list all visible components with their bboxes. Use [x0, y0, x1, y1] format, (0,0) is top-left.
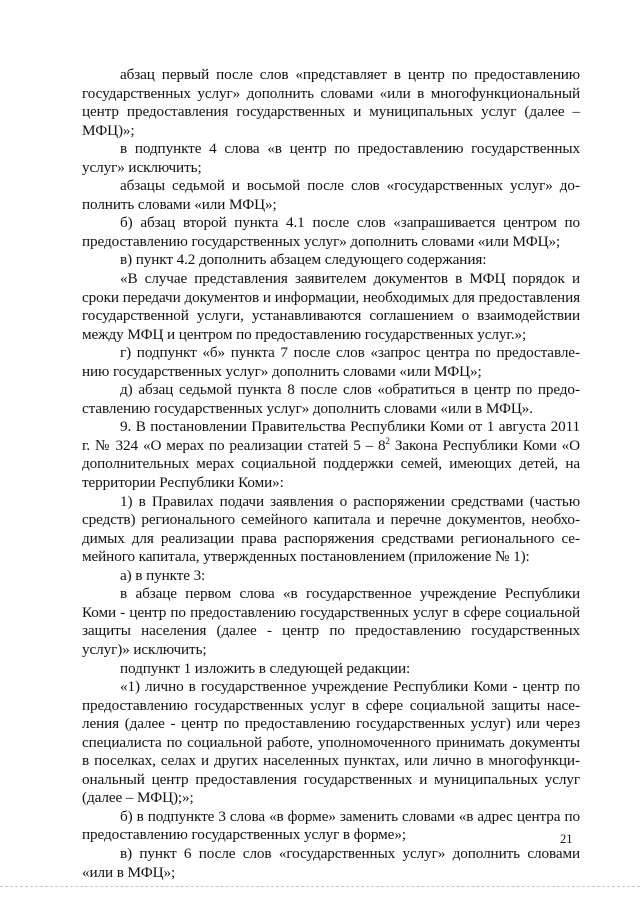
paragraph-11: а) в пункте 3: — [120, 566, 206, 584]
paragraph-13: подпункт 1 изложить в следующей редакции: — [120, 659, 411, 677]
paragraph-15: б) в подпункте 3 слова «в форме» заменить словами «в адрес центра по предоставлению государственных услуг в форме»; — [82, 807, 580, 844]
paragraph-12: в абзаце первом слова «в государственное учреждение Республики Коми - центр по предоставлению государственных услуг в сфере социальной защиты населения (далее - центр по предоставлению государственных услуг)» исключить; — [82, 585, 580, 658]
paragraph-1: абзац первый после слов «представляет в центр по предоставлению государственных услуг» дополнить словами «или в многофункциональный центр предоставления государственных и муниципальных услуг (далее – МФЦ)»; — [82, 66, 580, 139]
paragraph-5: в) пункт 4.2 дополнить абзацем следующего содержания: — [120, 251, 487, 269]
paragraph-14: «1) лично в государственное учреждение Республики Коми - центр по предоставлению государственных услуг в сфере социальной защиты населения (далее - центр по предоставлению государственных услуг) или через специалиста по социальной работе, уполномоченного принимать документы в поселках, селах и других населенных пунктах, или лично в многофункциональный центр предоставления государственных и муниципальных услуг (далее – МФЦ);»; — [82, 678, 580, 807]
paragraph-9-head: 9. В постановлении Правительства Республики Коми от 1 августа 2011 г. № 324 «О мерах по реализации статей 5 – 8 — [82, 418, 580, 454]
paragraph-3: абзацы седьмой и восьмой после слов «государственных услуг» дополнить словами «или МФЦ»; — [82, 177, 580, 213]
paragraph-8: д) абзац седьмой пункта 8 после слов «обратиться в центр по предоставлению государственных услуг» дополнить словами «или в МФЦ». — [82, 381, 580, 417]
paragraph-4: б) абзац второй пункта 4.1 после слов «запрашивается центром по предоставлению государственных услуг» дополнить словами «или МФЦ»; — [82, 214, 580, 250]
paragraph-9-superscript: 2 — [385, 435, 390, 446]
paragraph-2: в подпункте 4 слова «в центр по предоставлению государственных услуг» исключить; — [82, 140, 580, 176]
paragraph-16: в) пункт 6 после слов «государственных услуг» дополнить словами «или в МФЦ»; — [82, 844, 580, 881]
document-body — [82, 66, 580, 882]
paragraph-9 — [82, 418, 580, 492]
paragraph-7: г) подпункт «б» пункта 7 после слов «запрос центра по предоставлению государственных услуг» дополнить словами «или МФЦ»; — [82, 344, 580, 380]
paragraph-6: «В случае представления заявителем документов в МФЦ порядок и сроки передачи документов и информации, необходимых для предоставления государственной услуги, устанавливаются соглашением о взаимодействии между МФЦ и центром по предоставлению государственных услуг.»; — [82, 270, 580, 343]
paragraph-10: 1) в Правилах подачи заявления о распоряжении средствами (частью средств) регионального семейного капитала и перечне документов, необходимых для реализации права распоряжения средствами регионального семейного капитала, утвержденных постановлением (приложение № 1): — [82, 492, 580, 566]
paragraph-9-tail: Закона Республики Коми «О дополнительных мерах социальной поддержки семей, имеющих детей, на территории Республики Коми»: — [82, 436, 580, 492]
scan-edge-divider — [0, 886, 640, 889]
page-number: 21 — [560, 832, 573, 846]
